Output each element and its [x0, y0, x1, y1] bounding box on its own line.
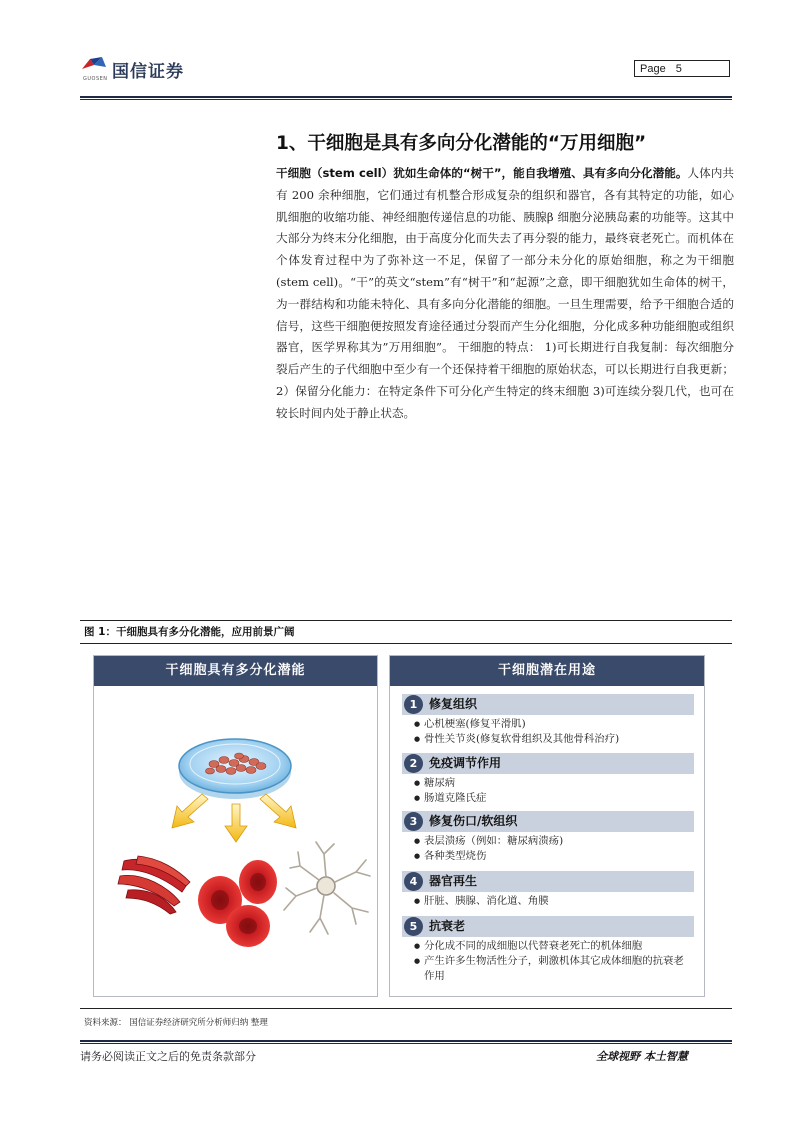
footer-disclaimer: 请务必阅读正文之后的免责条款部分	[80, 1050, 256, 1063]
differentiation-arrow-icons	[172, 794, 296, 842]
use-number-badge: 3	[404, 812, 423, 831]
use-title: 修复伤口/软组织	[429, 814, 518, 828]
footer-divider-thin	[80, 1043, 732, 1044]
use-item-header	[402, 871, 694, 892]
use-bullet-list	[402, 717, 694, 747]
use-bullet: ● 各种类型烧伤	[414, 849, 694, 864]
logo-mark-icon	[80, 55, 108, 77]
header-divider	[80, 96, 732, 98]
page-indicator	[634, 60, 730, 77]
use-title: 抗衰老	[429, 919, 466, 933]
use-bullet-list	[402, 894, 694, 909]
use-bullet: ● 骨性关节炎(修复软骨组织及其他骨科治疗)	[414, 732, 694, 747]
figure-bottom-rule	[80, 1008, 732, 1009]
differentiation-panel-title: 干细胞具有多分化潜能	[94, 656, 377, 686]
petri-dish-icon	[179, 739, 291, 799]
company-logo	[80, 55, 200, 85]
use-bullet: ● 表层溃疡（例如：糖尿病溃疡)	[414, 834, 694, 849]
header-divider-thin	[80, 99, 732, 100]
use-bullet: ● 分化成不同的成细胞以代替衰老死亡的机体细胞	[414, 939, 694, 954]
footer-divider	[80, 1040, 732, 1042]
use-item	[402, 916, 694, 984]
page-label: Page	[640, 63, 666, 75]
use-bullet-list	[402, 776, 694, 806]
use-bullet: ● 心机梗塞(修复平滑肌)	[414, 717, 694, 732]
use-number-badge: 4	[404, 872, 423, 891]
uses-panel-title: 干细胞潜在用途	[390, 656, 704, 686]
use-number-badge: 1	[404, 695, 423, 714]
use-bullet: ● 肠道克隆氏症	[414, 791, 694, 806]
logo-subtext: GUOSEN	[83, 76, 108, 82]
page-number: 5	[675, 63, 682, 75]
use-bullet: ● 产生许多生物活性分子，刺激机体其它成体细胞的抗衰老作用	[414, 954, 694, 984]
stem-cell-illustration	[94, 686, 377, 996]
use-item	[402, 694, 694, 747]
footer-slogan: 全球视野 本土智慧	[596, 1050, 688, 1063]
use-item	[402, 753, 694, 806]
use-item	[402, 871, 694, 909]
use-title: 修复组织	[429, 697, 478, 711]
use-item-header	[402, 811, 694, 832]
use-item-header	[402, 694, 694, 715]
use-title: 器官再生	[429, 874, 478, 888]
figure-top-rule	[80, 620, 732, 621]
figure-caption: 图 1：干细胞具有多分化潜能，应用前景广阔	[84, 626, 295, 638]
use-bullet: ● 糖尿病	[414, 776, 694, 791]
use-title: 免疫调节作用	[429, 756, 502, 770]
section-title: 1、干细胞是具有多向分化潜能的“万用细胞”	[276, 133, 647, 154]
logo-text: 国信证券	[112, 62, 184, 82]
red-blood-cell-icon	[198, 860, 277, 947]
section-body	[276, 163, 734, 425]
differentiation-panel	[93, 655, 378, 997]
use-number-badge: 2	[404, 754, 423, 773]
use-bullet: ● 肝脏、胰腺、消化道、角膜	[414, 894, 694, 909]
figure-source: 资料来源： 国信证券经济研究所分析师归纳 整理	[84, 1018, 268, 1028]
body-paragraph: 人体内共有 200 余种细胞，它们通过有机整合形成复杂的组织和器官，各有其特定的功能，如心肌细胞的收缩功能、神经细胞传递信息的功能、胰腺β 细胞分泌胰岛素的功能等。这其中大部分为终末分化细胞，由于高度分化而失去了再分裂的能力，最终衰老死亡。而机体在个体发育过程中为了弥补这一不足，保留了一部分未分化的原始细胞，称之为干细胞(stem cell)。“干”的英文“stem”有“树干”和“起源”之意，即干细胞犹如生命体的树干，为一群结构和功能未特化、具有多向分化潜能的细胞。一旦生理需要，给予干细胞合适的信号，这些干细胞便按照发育途径通过分裂而产生分化细胞，分化成多种功能细胞或组织器官，医学界称其为”万用细胞”。 干细胞的特点： 1)可长期进行自我复制：每次细胞分裂后产生的子代细胞中至少有一个还保持着干细胞的原始状态，可以长期进行自我更新；2）保留分化能力：在特定条件下可分化产生特定的终末细胞 3)可连续分裂几代，也可在较长时间内处于静止状态。	[276, 166, 734, 420]
figure-caption-rule	[80, 643, 732, 644]
neuron-cell-icon	[284, 842, 370, 934]
lead-sentence: 干细胞（stem cell）犹如生命体的“树干”，能自我增殖、具有多向分化潜能。	[276, 166, 688, 180]
use-item	[402, 811, 694, 864]
use-item-header	[402, 753, 694, 774]
use-bullet-list	[402, 939, 694, 984]
use-bullet-list	[402, 834, 694, 864]
muscle-cell-icon	[118, 856, 190, 914]
use-number-badge: 5	[404, 917, 423, 936]
uses-panel	[389, 655, 705, 997]
use-item-header	[402, 916, 694, 937]
